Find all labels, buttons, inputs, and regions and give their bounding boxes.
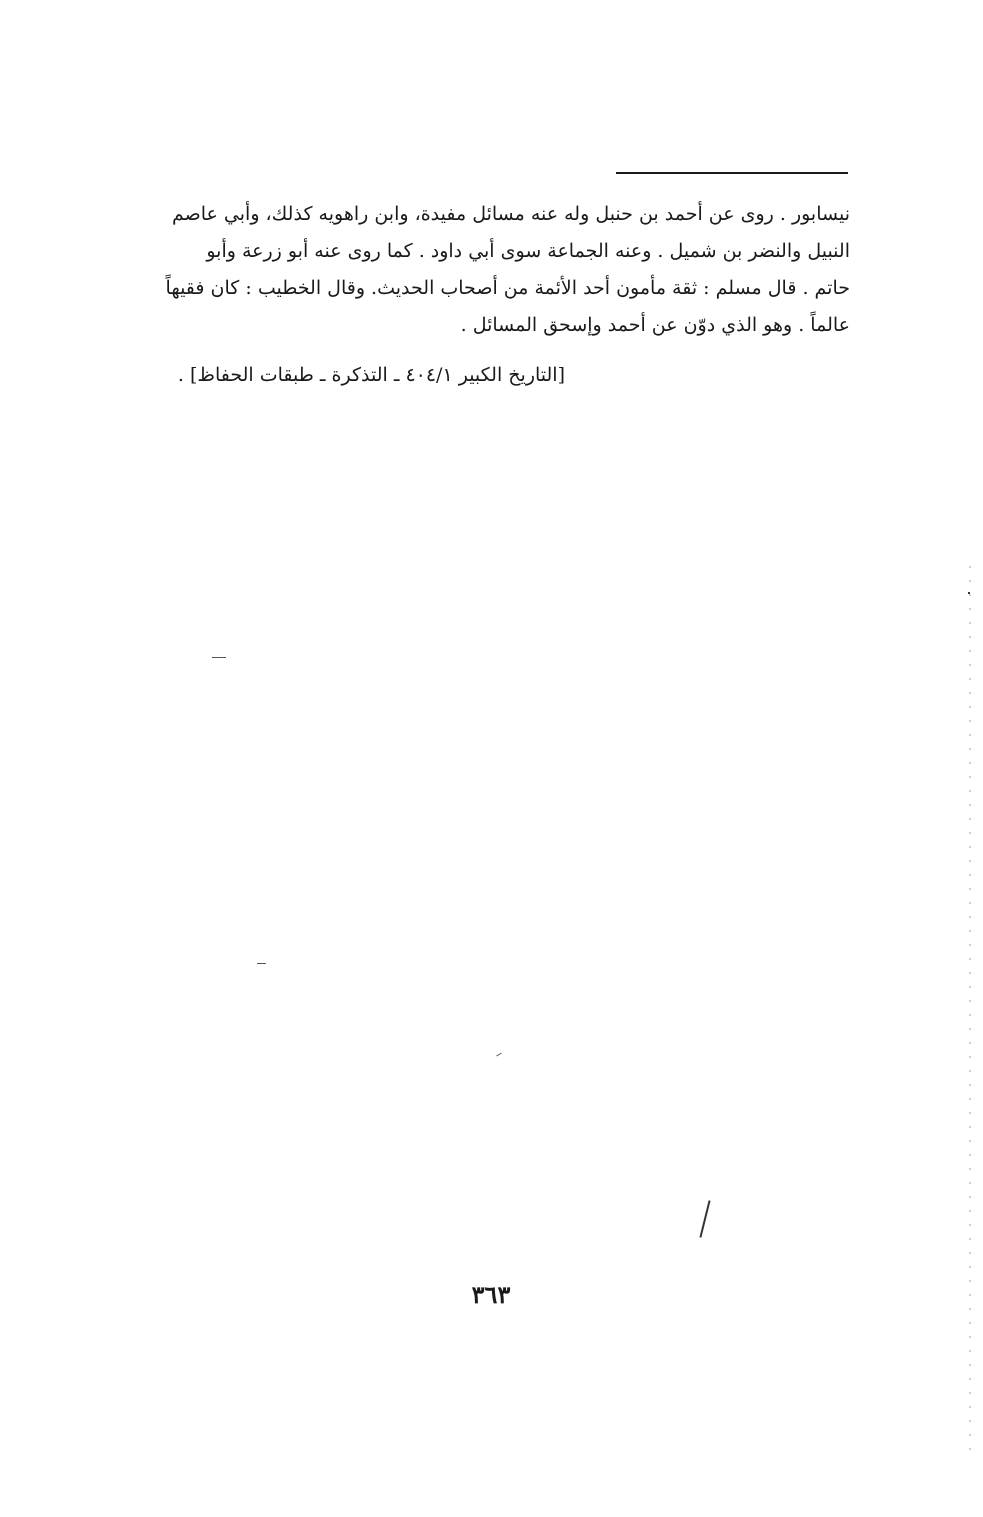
scan-speck <box>699 1200 710 1237</box>
footnote-body <box>150 196 850 344</box>
scan-speck <box>257 963 266 964</box>
scan-speck <box>212 657 226 658</box>
scan-speck <box>496 1053 502 1057</box>
page-number: ٣٦٣ <box>471 1280 511 1309</box>
body-line: عالماً . وهو الذي دوّن عن أحمد وإسحق المسائل . <box>460 314 850 336</box>
footnote-separator-rule <box>616 172 848 174</box>
source-citation: [التاريخ الكبير ٤٠٤/١ ـ التذكرة ـ طبقات الحفاظ] . <box>177 364 565 386</box>
body-line: النبيل والنضر بن شميل . وعنه الجماعة سوى أبي داود . كما روى عنه أبو زرعة وأبو <box>206 240 850 262</box>
body-line: نيسابور . روى عن أحمد بن حنبل وله عنه مسائل مفيدة، وابن راهويه كذلك، وأبي عاصم <box>171 203 850 225</box>
scan-edge-noise <box>968 560 972 1460</box>
body-line: حاتم . قال مسلم : ثقة مأمون أحد الأئمة من أصحاب الحديث. وقال الخطيب : كان فقيهاً <box>165 277 850 299</box>
